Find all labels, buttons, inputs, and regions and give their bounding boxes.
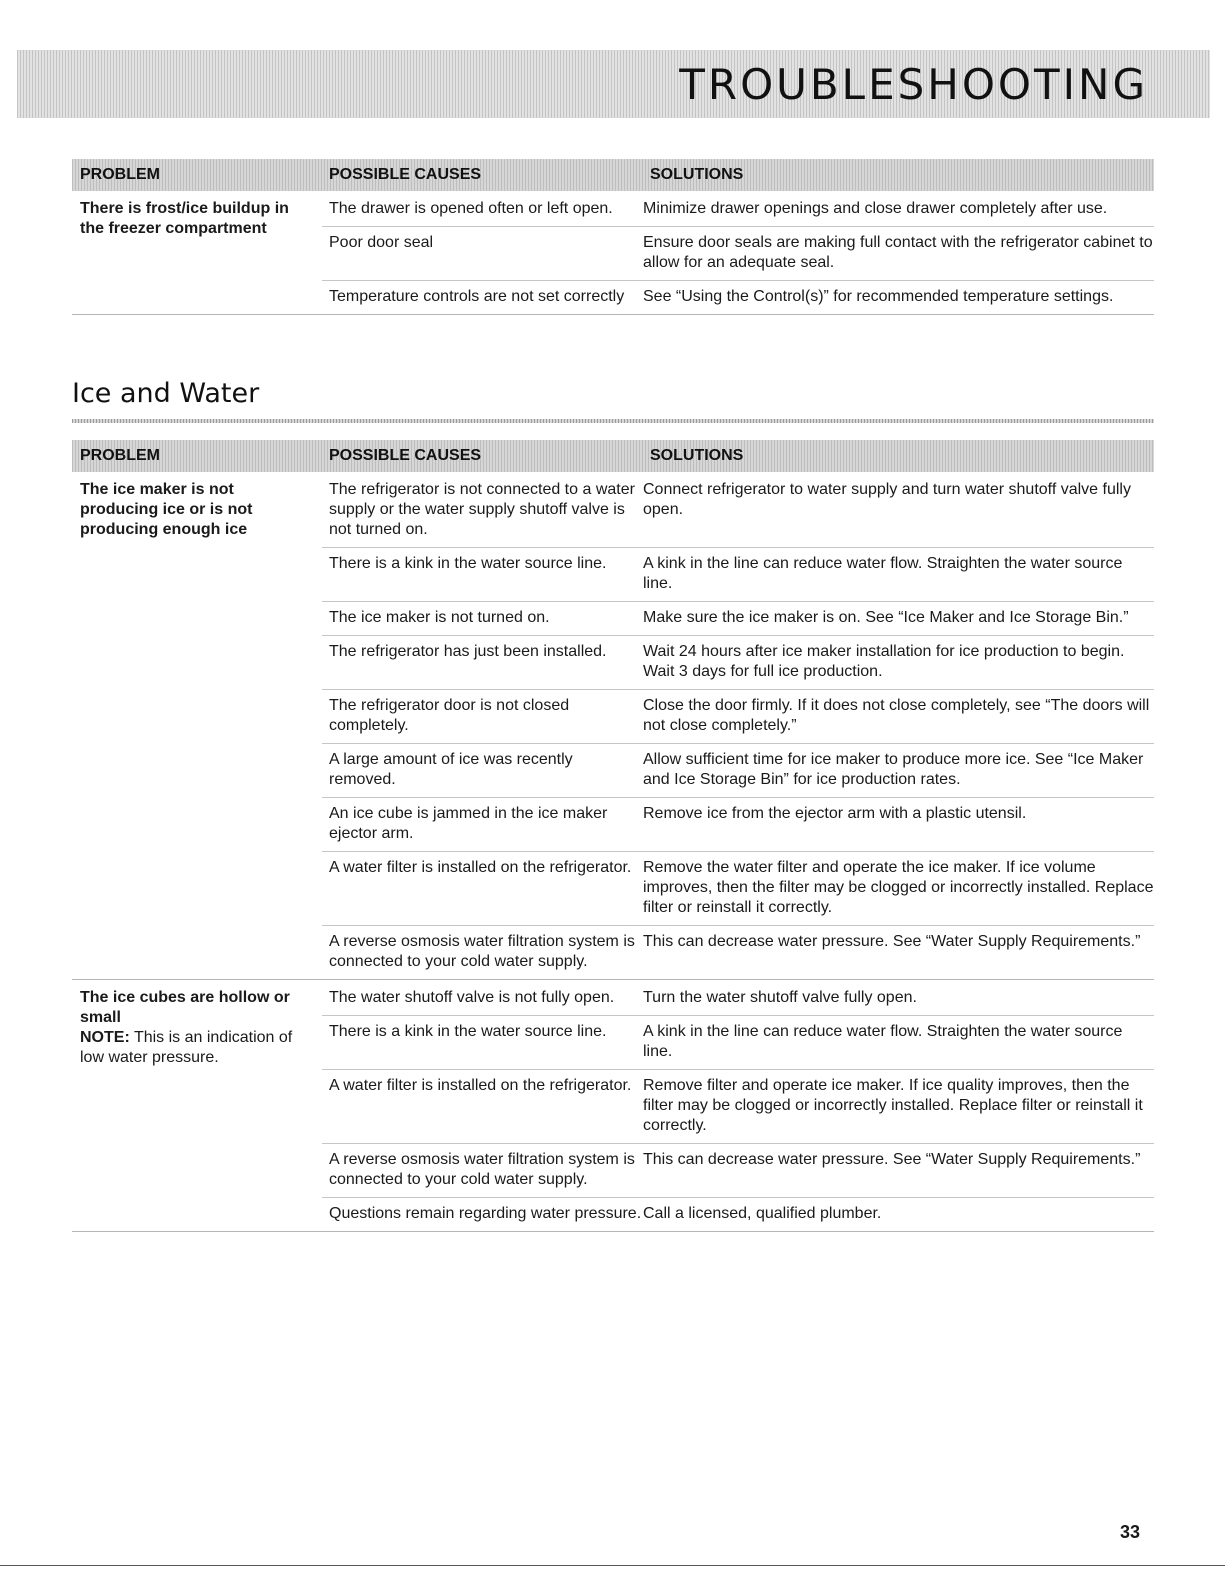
cause-cell: There is a kink in the water source line. [329,1023,607,1040]
solution-cell: Connect refrigerator to water supply and turn water shutoff valve fully open. [643,481,1131,518]
cause-cell: A reverse osmosis water filtration system is connected to your cold water supply. [329,933,635,970]
table-row [322,925,1154,979]
cause-cell: A water filter is installed on the refrigerator. [329,1077,632,1094]
cause-solution-list [322,191,1154,314]
solution-cell: A kink in the line can reduce water flow. Straighten the water source line. [643,555,1123,592]
solution-cell: Remove filter and operate ice maker. If ice quality improves, then the filter may be clogged or incorrectly installed. Replace filter or reinstall it correctly. [643,1077,1143,1134]
cause-cell: Temperature controls are not set correctly [329,288,625,305]
solution-cell: This can decrease water pressure. See “Water Supply Requirements.” [643,933,1141,950]
freezer-table [72,159,1154,315]
table-row [322,1015,1154,1069]
problem-title: The ice maker is not producing ice or is not producing enough ice [80,481,253,538]
table-row [322,1069,1154,1143]
cause-cell: Poor door seal [329,234,434,251]
problem-title: There is frost/ice buildup in the freezer compartment [80,200,289,237]
cause-cell: A large amount of ice was recently removed. [329,751,573,788]
table-row [322,191,1154,226]
ice-water-table [72,440,1154,1232]
table-row [322,226,1154,280]
table-row [322,689,1154,743]
cause-cell: The drawer is opened often or left open. [329,200,613,217]
table-row [322,635,1154,689]
header-banner [17,50,1210,118]
column-header-problem: PROBLEM [80,166,160,183]
note-text: This is an indication of low water pressure. [80,1029,293,1066]
note-label: NOTE: [80,1029,130,1046]
solution-cell: Make sure the ice maker is on. See “Ice Maker and Ice Storage Bin.” [643,609,1129,626]
solution-cell: Close the door firmly. If it does not close completely, see “The doors will not close completely.” [643,697,1150,734]
column-header-problem: PROBLEM [80,447,160,464]
column-header-solutions: SOLUTIONS [650,166,744,183]
solution-cell: Call a licensed, qualified plumber. [643,1205,882,1222]
section-divider [72,419,1154,423]
section-title: Ice and Water [72,378,260,409]
bottom-rule [0,1565,1225,1566]
problem-group [72,980,1154,1232]
solution-cell: Wait 24 hours after ice maker installation for ice production to begin. Wait 3 days for full ice production. [643,643,1125,680]
solution-cell: Remove ice from the ejector arm with a plastic utensil. [643,805,1027,822]
cause-cell: The ice maker is not turned on. [329,609,550,626]
solution-cell: Allow sufficient time for ice maker to produce more ice. See “Ice Maker and Ice Storage Bin” for ice production rates. [643,751,1144,788]
table-row [322,1197,1154,1231]
solution-cell: This can decrease water pressure. See “Water Supply Requirements.” [643,1151,1141,1168]
problem-group [72,191,1154,315]
solution-cell: Minimize drawer openings and close drawer completely after use. [643,200,1108,217]
cause-cell: A reverse osmosis water filtration system is connected to your cold water supply. [329,1151,635,1188]
page-number: 33 [1120,1522,1141,1542]
table-row [322,980,1154,1015]
solution-cell: Turn the water shutoff valve fully open. [643,989,917,1006]
table-row [322,472,1154,547]
column-header-causes: POSSIBLE CAUSES [329,447,482,464]
cause-cell: An ice cube is jammed in the ice maker ejector arm. [329,805,608,842]
problem-cell [80,199,315,239]
page-title: TROUBLESHOOTING [679,60,1148,109]
table-row [322,280,1154,314]
column-header-causes: POSSIBLE CAUSES [329,166,482,183]
cause-cell: A water filter is installed on the refrigerator. [329,859,632,876]
cause-cell: The water shutoff valve is not fully open. [329,989,615,1006]
table-row [322,547,1154,601]
cause-solution-list [322,980,1154,1231]
solution-cell: Remove the water filter and operate the ice maker. If ice volume improves, then the filter may be clogged or incorrectly installed. Replace filter or reinstall it correctly. [643,859,1154,916]
cause-solution-list [322,472,1154,979]
cause-cell: The refrigerator has just been installed. [329,643,607,660]
problem-cell [80,988,315,1068]
table-row [322,1143,1154,1197]
cause-cell: There is a kink in the water source line. [329,555,607,572]
cause-cell: The refrigerator is not connected to a water supply or the water supply shutoff valve is not turned on. [329,481,635,538]
column-header-solutions: SOLUTIONS [650,447,744,464]
solution-cell: See “Using the Control(s)” for recommended temperature settings. [643,288,1114,305]
problem-group [72,472,1154,980]
table-row [322,797,1154,851]
problem-cell [80,480,315,540]
table-header [72,440,1154,472]
table-row [322,601,1154,635]
table-row [322,851,1154,925]
solution-cell: Ensure door seals are making full contact with the refrigerator cabinet to allow for an adequate seal. [643,234,1153,271]
cause-cell: Questions remain regarding water pressure. [329,1205,642,1222]
table-row [322,743,1154,797]
table-header [72,159,1154,191]
problem-title: The ice cubes are hollow or small [80,989,290,1026]
solution-cell: A kink in the line can reduce water flow. Straighten the water source line. [643,1023,1123,1060]
cause-cell: The refrigerator door is not closed completely. [329,697,570,734]
